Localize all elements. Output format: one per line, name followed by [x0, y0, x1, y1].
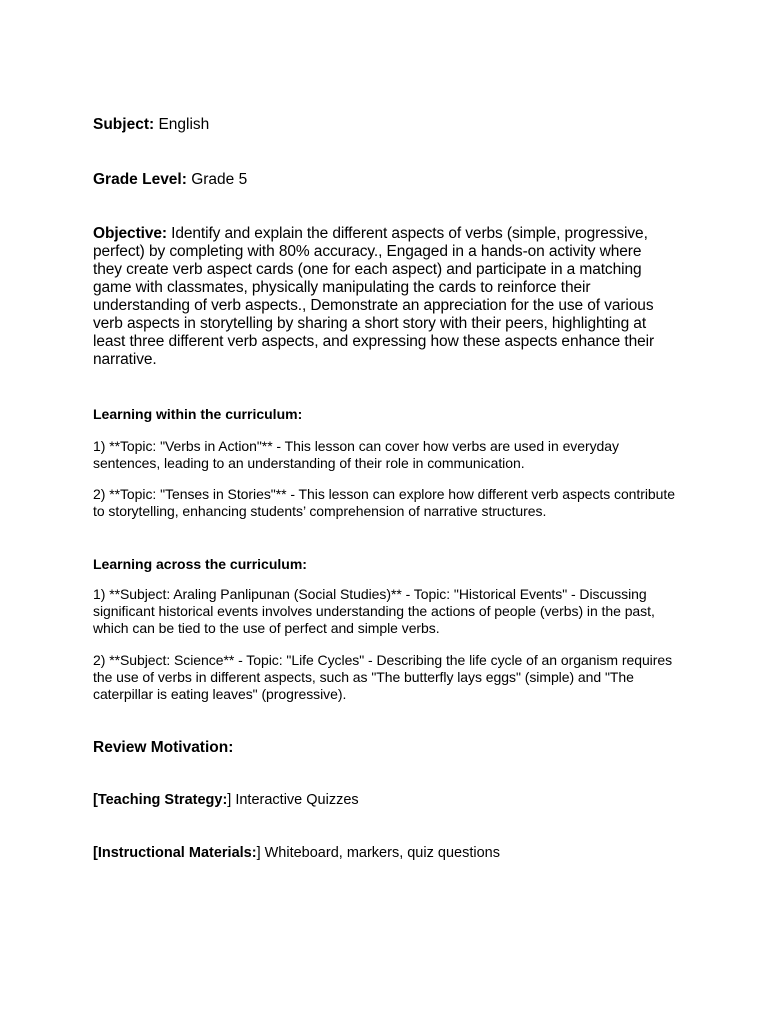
objective-paragraph [93, 225, 673, 369]
across-curriculum-item-2: 2) **Subject: Science** - Topic: "Life Cycles" - Describing the life cycle of an organism requires the use of verbs in different aspects, such as "The butterfly lays eggs" (simple) and "The caterpillar is eating leaves" (progressive). [93, 652, 673, 702]
instructional-materials-value: ] Whiteboard, markers, quiz questions [256, 845, 500, 861]
instructional-materials-line [93, 845, 683, 862]
within-curriculum-item-1: 1) **Topic: "Verbs in Action"** - This lesson can cover how verbs are used in everyday sentences, leading to an understanding of their role in communication. [93, 438, 619, 471]
subject-label: Subject: [93, 116, 155, 133]
grade-level-label: Grade Level: [93, 171, 187, 188]
across-curriculum-heading: Learning across the curriculum: [93, 556, 307, 572]
subject-value: English [154, 116, 210, 133]
instructional-materials-label: [Instructional Materials: [93, 845, 257, 861]
teaching-strategy-value: ] Interactive Quizzes [227, 792, 359, 808]
across-curriculum-item-1: 1) **Subject: Araling Panlipunan (Social Studies)** - Topic: "Historical Events" - Discussing significant historical events involves understanding the actions of people (verbs) in the past, which can be tied to the use of perfect and simple verbs. [93, 586, 655, 636]
subject-line [93, 116, 683, 134]
review-motivation-heading: Review Motivation: [93, 739, 234, 756]
grade-level-line [93, 171, 683, 189]
teaching-strategy-line [93, 792, 683, 809]
objective-label: Objective: [93, 225, 167, 242]
within-curriculum-item-2: 2) **Topic: "Tenses in Stories"** - This lesson can explore how different verb aspects contribute to storytelling, enhancing students’ comprehension of narrative structures. [93, 486, 675, 519]
grade-level-value: Grade 5 [186, 171, 248, 188]
objective-text: Identify and explain the different aspects of verbs (simple, progressive, perfect) by completing with 80% accuracy., Engaged in a hands-on activity where they create verb aspect cards (one for each aspect) and participate in a matching game with classmates, physically manipulating the cards to reinforce their understanding of verb aspects., Demonstrate an appreciation for the use of various verb aspects in storytelling by sharing a short story with their peers, highlighting at least three different verb aspects, and expressing how these aspects enhance their narrative. [93, 225, 655, 368]
within-curriculum-heading: Learning within the curriculum: [93, 406, 303, 422]
teaching-strategy-label: [Teaching Strategy: [93, 792, 228, 808]
